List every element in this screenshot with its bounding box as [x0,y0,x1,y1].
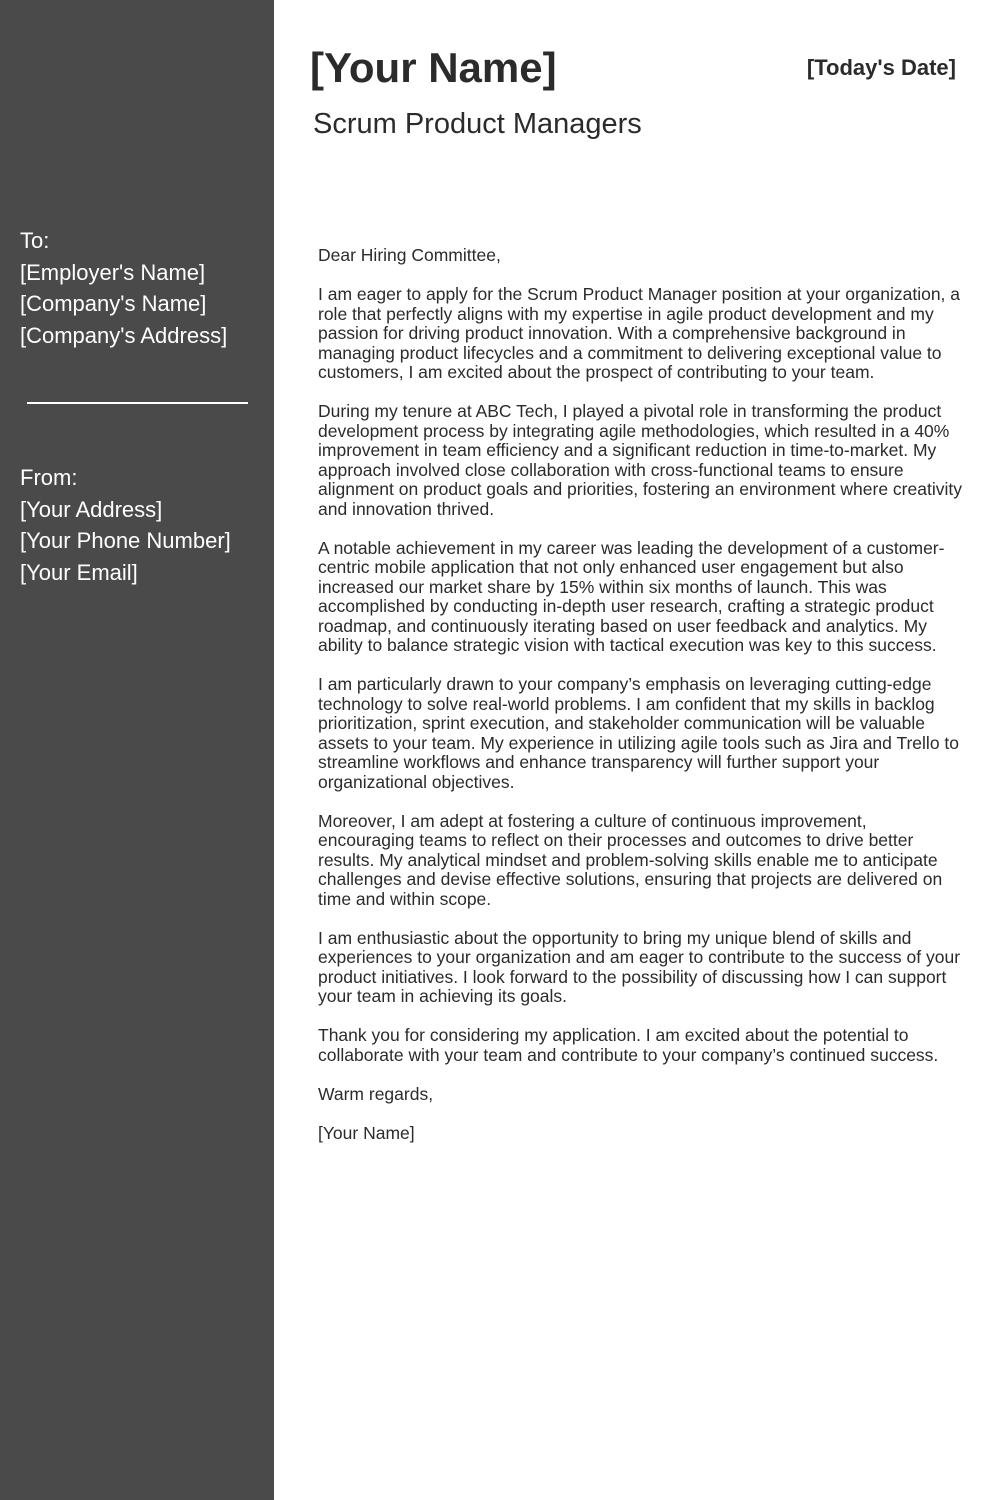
role-title: Scrum Product Managers [313,108,642,140]
paragraph-enthusiasm: I am enthusiastic about the opportunity to bring my unique blend of skills and experiences to your organization and am eager to contribute to the success of your product initiatives. I look forward to the possibility of discussing how I can support your team in achieving its goals. [318,927,961,1006]
paragraph-achievement: A notable achievement in my career was leading the development of a customer-centric mobile application that not only enhanced user engagement but also increased our market share by 15% within six months of launch. This was accomplished by conducting in-depth user research, crafting a strategic product roadmap, and continuously iterating based on user feedback and analytics. My ability to balance strategic vision with tactical execution was key to this success. [318,537,945,655]
closing: Warm regards, [318,1083,434,1104]
recipient-block [20,225,270,351]
sidebar-divider [27,402,248,404]
recipient-company-name: [Company's Name] [20,291,207,316]
paragraph-intro: I am eager to apply for the Scrum Product Manager position at your organization, a role that perfectly aligns with my expertise in agile product development and my passion for driving product innovation. With a comprehensive background in managing product lifecycles and a commitment to delivering exceptional value to customers, I am excited about the prospect of contributing to your team. [318,284,961,382]
sender-name: [Your Name] [310,44,557,91]
recipient-company-address: [Company's Address] [20,322,228,348]
sidebar [0,0,274,1500]
sender-phone: [Your Phone Number] [20,528,231,553]
sender-address: [Your Address] [20,496,163,522]
letter-date: [Today's Date] [806,55,956,80]
paragraph-skills: Moreover, I am adept at fostering a culture of continuous improvement, encouraging teams to reflect on their processes and outcomes to drive better results. My analytical mindset and problem-solving skills enable me to anticipate challenges and devise effective solutions, ensuring that projects are delivered on time and within scope. [318,810,943,909]
recipient-employer-name: [Employer's Name] [20,259,206,285]
signature: [Your Name] [318,1122,415,1143]
sender-email: [Your Email] [20,559,138,585]
paragraph-thanks: Thank you for considering my application. I am excited about the potential to collaborate with your team and contribute to your company’s continued success. [318,1025,939,1065]
recipient-label: To: [20,228,50,253]
sender-block [20,462,270,588]
paragraph-experience: During my tenure at ABC Tech, I played a pivotal role in transforming the product development process by integrating agile methodologies, which resulted in a 40% improvement in team efficiency and a significant reduction in time-to-market. My approach involved close collaboration with cross-functional teams to ensure alignment on product goals and priorities, fostering an environment where creativity and innovation thrived. [318,401,962,519]
paragraph-motivation: I am particularly drawn to your company’s emphasis on leveraging cutting-edge technology to solve real-world problems. I am confident that my skills in backlog prioritization, sprint execution, and stakeholder communication will be valuable assets to your team. My experience in utilizing agile tools such as Jira and Trello to streamline workflows and enhance transparency will further support your organizational objectives. [318,674,960,792]
salutation: Dear Hiring Committee, [318,245,501,265]
letter-body [318,246,963,1163]
sender-label: From: [20,465,78,490]
